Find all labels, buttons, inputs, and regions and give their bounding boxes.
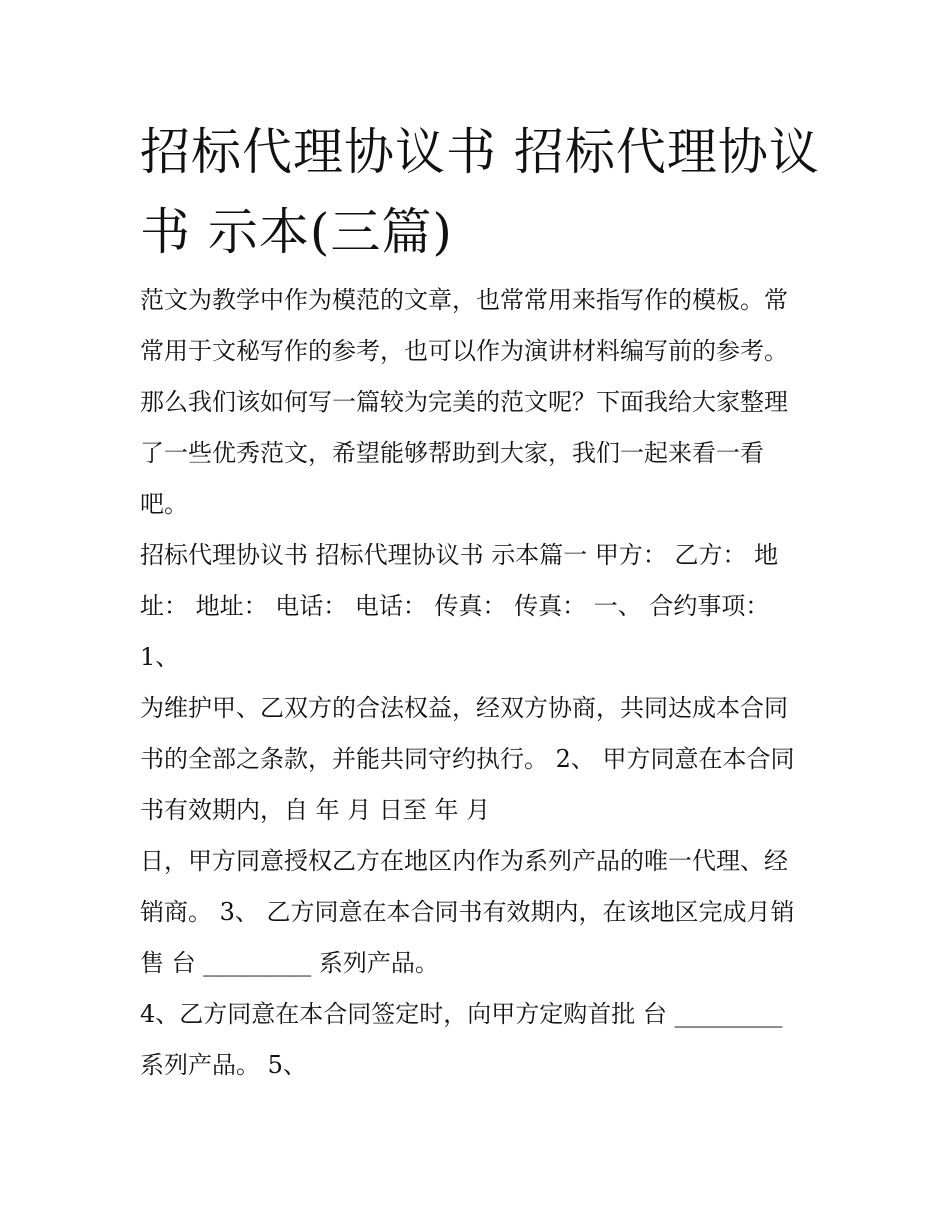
document-body xyxy=(140,275,820,1091)
intro-line: 那么我们该如何写一篇较为完美的范文呢？下面我给大家整理 xyxy=(140,388,788,416)
body-line: 1、 xyxy=(140,643,180,671)
body-line: 招标代理协议书 招标代理协议书 示本篇一 甲方： 乙方： 地 xyxy=(140,541,779,569)
body-line: 为维护甲、乙双方的合法权益，经双方协商，共同达成本合同 xyxy=(140,694,788,722)
body-line: 售 台 _________ 系列产品。 xyxy=(140,949,439,977)
document-title xyxy=(140,112,820,272)
title-line: 招标代理协议书 招标代理协议 xyxy=(140,123,820,181)
intro-line: 吧。 xyxy=(140,490,188,518)
body-line: 日，甲方同意授权乙方在地区内作为系列产品的唯一代理、经 xyxy=(140,847,788,875)
body-line: 销商。 3、 乙方同意在本合同书有效期内，在该地区完成月销 xyxy=(140,898,795,926)
body-line: 书有效期内，自 年 月 日至 年 月 xyxy=(140,796,491,824)
body-line: 4、乙方同意在本合同签定时，向甲方定购首批 台 _________ xyxy=(140,1000,783,1028)
body-line: 书的全部之条款，并能共同守约执行。 2、 甲方同意在本合同 xyxy=(140,745,795,773)
intro-line: 了一些优秀范文，希望能够帮助到大家，我们一起来看一看 xyxy=(140,439,764,467)
intro-line: 常用于文秘写作的参考，也可以作为演讲材料编写前的参考。 xyxy=(140,337,788,365)
intro-line: 范文为教学中作为模范的文章，也常常用来指写作的模板。常 xyxy=(140,286,788,314)
body-line: 址： 地址： 电话： 电话： 传真： 传真： 一、 合约事项： xyxy=(140,592,770,620)
body-line: 系列产品。 5、 xyxy=(140,1051,307,1079)
title-line: 书 示本(三篇) xyxy=(140,203,453,261)
